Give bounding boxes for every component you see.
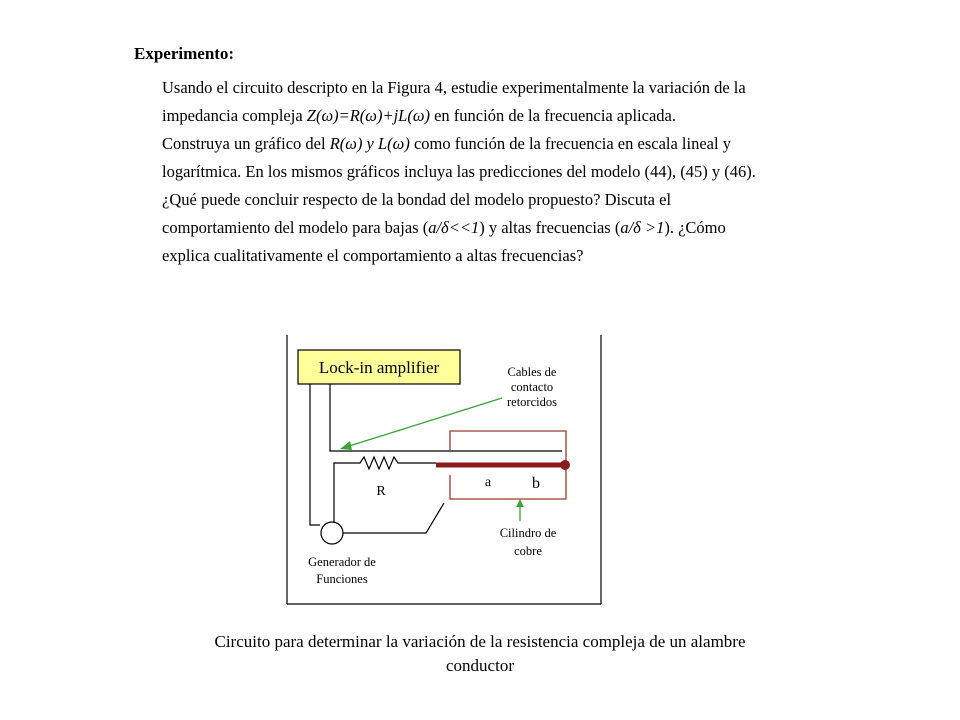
circuit-diagram (286, 335, 602, 605)
label-b: b (532, 475, 540, 492)
text: ) y altas frecuencias ( (479, 218, 621, 237)
cylinder-label-2: cobre (514, 544, 542, 558)
paragraph-line-7 (162, 242, 902, 270)
text: comportamiento del modelo para bajas ( (162, 218, 429, 237)
cylinder-arrowhead (516, 499, 524, 507)
text: impedancia compleja (162, 106, 307, 125)
experiment-paragraph (162, 74, 902, 270)
circuit-figure (286, 335, 602, 605)
text: logarítmica. En los mismos gráficos incluya las predicciones del modelo (44), (45) y (46). (162, 162, 756, 181)
cables-label-2: contacto (510, 380, 554, 394)
paragraph-line-6 (162, 214, 902, 242)
text: como función de la frecuencia en escala lineal y (409, 134, 731, 153)
cables-arrowhead (340, 441, 352, 450)
text: Construya un gráfico del (162, 134, 330, 153)
resistor-label: R (376, 484, 386, 499)
paragraph-line-3 (162, 130, 902, 158)
high-freq-condition: a/δ >1 (620, 218, 665, 237)
caption-line-1: Circuito para determinar la variación de la resistencia compleja de un alambre (214, 632, 746, 651)
paragraph-line-5 (162, 186, 902, 214)
generator-label-1: Generador de (308, 555, 376, 569)
label-a: a (484, 475, 492, 490)
generator-circle (321, 522, 343, 544)
figure-caption (150, 630, 810, 678)
text: explica cualitativamente el comportamiento a altas frecuencias? (162, 246, 584, 265)
paragraph-line-4 (162, 158, 902, 186)
cables-label-1: Cables de (507, 365, 557, 379)
section-heading: Experimento: (134, 44, 235, 63)
text: ). ¿Cómo (664, 218, 726, 237)
generator-label-2: Funciones (316, 572, 368, 586)
lockin-label: Lock-in amplifier (318, 358, 440, 377)
paragraph-line-1 (162, 74, 902, 102)
paragraph-line-2 (162, 102, 902, 130)
generator-wire (343, 503, 444, 533)
text: ¿Qué puede concluir respecto de la bondad del modelo propuesto? Discuta el (162, 190, 672, 209)
wire-left (310, 384, 320, 525)
text: en función de la frecuencia aplicada. (429, 106, 676, 125)
cylinder-label-1: Cilindro de (499, 526, 557, 540)
cables-arrow (346, 398, 502, 447)
impedance-formula: Z(ω)=R(ω)+jL(ω) (306, 106, 430, 125)
text: Usando el circuito descripto en la Figura 4, estudie experimentalmente la variación de la (162, 78, 746, 97)
r-l-formula: R(ω) y L(ω) (329, 134, 410, 153)
low-freq-condition: a/δ<<1 (428, 218, 480, 237)
cables-label-3: retorcidos (507, 395, 557, 409)
caption-line-2: conductor (446, 656, 514, 675)
wire-end-dot (560, 460, 570, 470)
